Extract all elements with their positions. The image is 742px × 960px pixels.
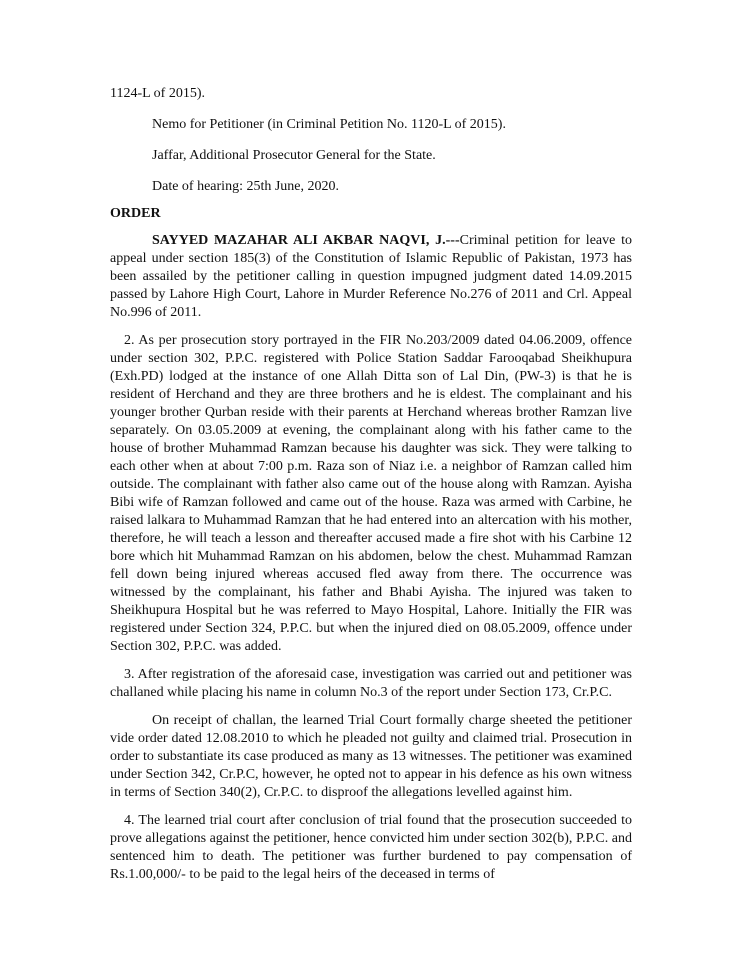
paragraph-3-continued: On receipt of challan, the learned Trial Court formally charge sheeted the petitioner vide order dated 12.08.2010 to which he pleaded not guilty and claimed trial. Prosecution in order to substantiate its case produced as many as 13 witnesses. The petitioner was examined under Section 342, Cr.P.C, however, he opted not to appear in his defence as his own witness in terms of Section 340(2), Cr.P.C. to disproof the allegations levelled against him. [110, 713, 632, 800]
judge-name: SAYYED MAZAHAR ALI AKBAR NAQVI, J.--- [152, 233, 460, 248]
paragraph-4: 4. The learned trial court after conclusion of trial found that the prosecution succeeded to prove allegations against the petitioner, hence convicted him under section 302(b), P.P.C. and sentenced him to death. The petitioner was further burdened to pay compensation of Rs.1.00,000/- to be paid to the legal heirs of the deceased in terms of [110, 813, 632, 882]
appearance-petitioner: Nemo for Petitioner (in Criminal Petition No. 1120-L of 2015). [152, 117, 506, 132]
document-page [110, 85, 632, 894]
order-heading: ORDER [110, 206, 161, 221]
appearance-state: Jaffar, Additional Prosecutor General for the State. [152, 148, 436, 163]
header-continuation: 1124-L of 2015). [110, 86, 205, 101]
paragraph-1-text: Criminal petition for leave to appeal under section 185(3) of the Constitution of Islamic Republic of Pakistan, 1973 has been assailed by the petitioner calling in question impugned judgment dated 14.09.2015 passed by Lahore High Court, Lahore in Murder Reference No.276 of 2011 and Crl. Appeal No.996 of 2011. [110, 233, 632, 320]
hearing-date: Date of hearing: 25th June, 2020. [152, 179, 340, 194]
paragraph-3: 3. After registration of the aforesaid case, investigation was carried out and petitioner was challaned while placing his name in column No.3 of the report under Section 173, Cr.P.C. [110, 667, 632, 700]
paragraph-1 [110, 232, 632, 322]
paragraph-2: 2. As per prosecution story portrayed in the FIR No.203/2009 dated 04.06.2009, offence under section 302, P.P.C. registered with Police Station Saddar Farooqabad Sheikhupura (Exh.PD) lodged at the instance of one Allah Ditta son of Lal Din, (PW-3) is that he is resident of Herchand and they are three brothers and he is eldest. The complainant and his younger brother Qurban reside with their parents at Herchand whereas brother Ramzan live separately. On 03.05.2009 at evening, the complainant along with his father came to the house of brother Muhammad Ramzan because his daughter was sick. They were talking to each other when at about 7:00 p.m. Raza son of Niaz i.e. a neighbor of Ramzan called him outside. The complainant with father also came out of the house along with Ramzan. Ayisha Bibi wife of Ramzan followed and came out of the house. Raza was armed with Carbine, he raised lalkara to Muhammad Ramzan that he had entered into an altercation with his mother, therefore, he will teach a lesson and thereafter accused made a fire shot with his Carbine 12 bore which hit Muhammad Ramzan on his abdomen, below the chest. Muhammad Ramzan fell down being injured whereas accused fled away from there. The occurrence was witnessed by the complainant, his father and Bhabi Ayisha. The injured was taken to Sheikhupura Hospital but he was referred to Mayo Hospital, Lahore. Initially the FIR was registered under Section 324, P.P.C. but when the injured died on 08.05.2009, offence under Section 302, P.P.C. was added. [110, 333, 632, 654]
